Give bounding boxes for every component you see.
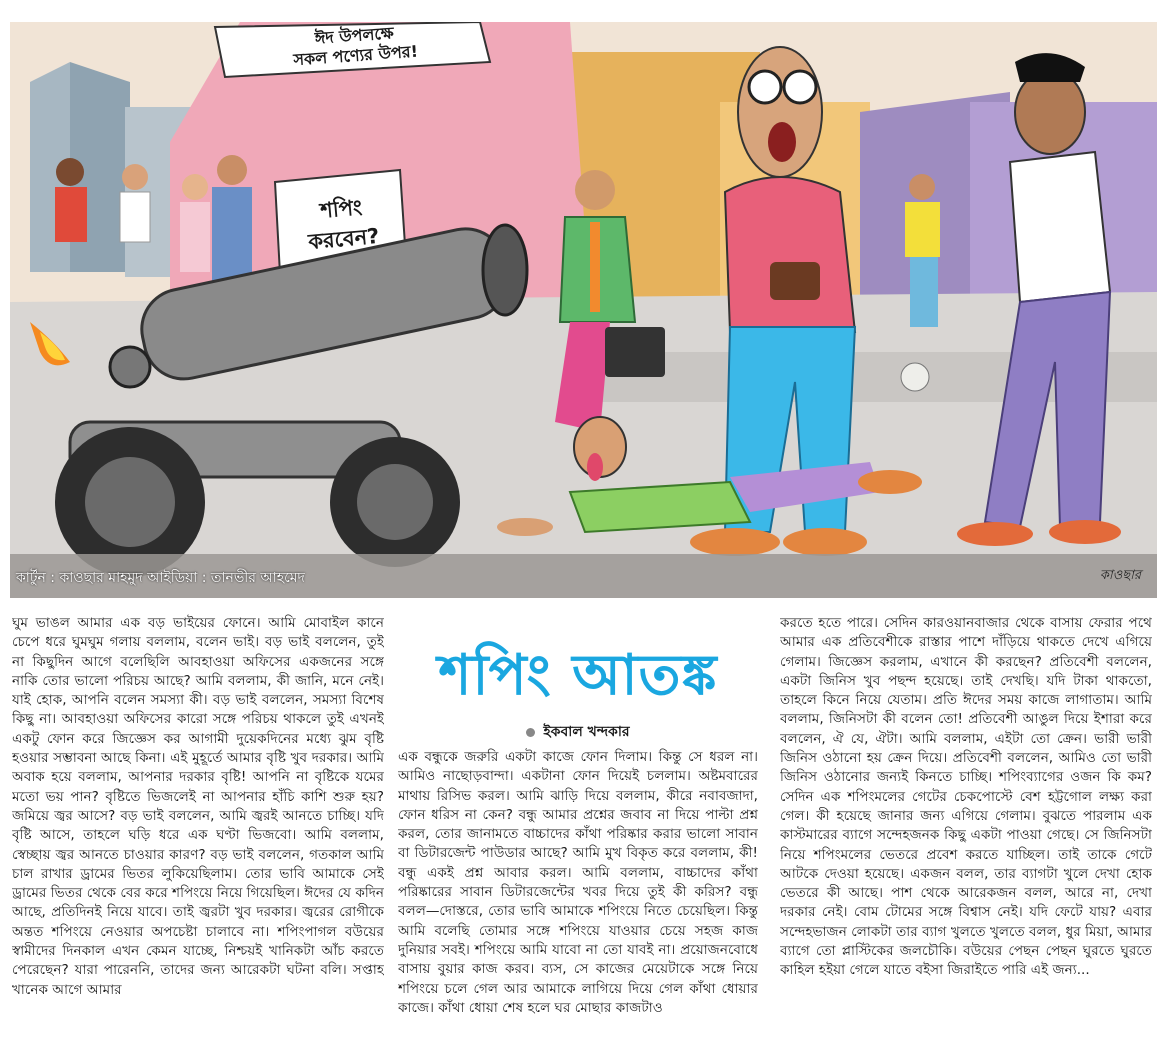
- banner-line-1: ঈদ উপলক্ষে: [314, 23, 395, 48]
- cartoon-illustration: [10, 22, 1157, 598]
- cartoon-credit: কার্টুন : কাওছার মাহমুদ আইডিয়া : তানভীর আহমেদ: [16, 570, 305, 586]
- shop-sign-line-2: করবেন?: [307, 223, 381, 254]
- bullet-icon: [526, 728, 535, 737]
- article-byline: [398, 720, 758, 744]
- cartoon-drawing: [10, 22, 1157, 598]
- banner-line-2: সকল পণ্যের উপর!: [292, 41, 419, 70]
- article-column-1: ঘুম ভাঙল আমার এক বড় ভাইয়ের ফোনে। আমি মোবাইল কানে চেপে ধরে ঘুমঘুম গলায় বললাম, বলেন ভাই। বড় ভাই বললেন, তুই না কিছুদিন আগে বলেছিলি আবহাওয়া অফিসের একজনের সঙ্গে নাকি তোর ভালো পরিচয় আছে? আমি বললাম, কী জানি, মনে নেই। যাই হোক, আপনি বলেন সমস্যা কী। বড় ভাই বললেন, সমস্যা বিশেষ কিছু না। আবহাওয়া অফিসের কারো সঙ্গে পরিচয় থাকলে তুই এখনই একটু ফোন করে জিজ্ঞেস কর আগামী দুয়েকদিনের মধ্যে ঝুম বৃষ্টি হওয়ার সম্ভাবনা আছে কিনা। এই মুহূর্তে আমার বৃষ্টি খুব দরকার। আমি অবাক হয়ে বললাম, আপনার দরকার বৃষ্টি! আপনি না বৃষ্টিকে যমের মতো ভয় পান? বৃষ্টিতে ভিজলেই না আপনার হাঁচি কাশি শুরু হয়? জমিয়ে জ্বর আসে? বড় ভাই বললেন, আমি জ্বরই আনতে চাচ্ছি। যদি বৃষ্টি আসে, তাহলে ঘড়ি ধরে এক ঘণ্টা ভিজবো। আমি বললাম, স্বেচ্ছায় জ্বর আনতে চাওয়ার কারণ? বড় ভাই বললেন, গতকাল আমি চাল রাখার ড্রামের ভিতর লুকিয়েছিলাম। তোর ভাবি আমাকে সেই ড্রামের ভিতর থেকে বের করে শপিংয়ে নিয়ে গিয়েছিল। ঈদের যে কদিন আছে, প্রতিদিনই নিয়ে যাবে। তাই জ্বরটা খুব দরকার। জ্বরের রোগীকে অন্তত শপিংয়ে নেওয়ার অপচেষ্টা চালাবে না। শপিংপাগল বউয়ের স্বামীদের দিনকাল এখন কেমন যাচ্ছে, নিশ্চয়ই খানিকটা আঁচ করতে পেরেছেন? যারা পারেননি, তাদের জন্য আরেকটা ঘটনা বলি। সপ্তাহ খানেক আগে আমার: [12, 615, 384, 998]
- article-title: শপিং আতঙ্ক: [438, 643, 718, 708]
- shop-sign: [283, 189, 403, 259]
- article-column-2: এক বন্ধুকে জরুরি একটা কাজে ফোন দিলাম। কিন্তু সে ধরল না। আমিও নাছোড়বান্দা। একটানা ফোন দিয়েই চললাম। অষ্টমবারের মাথায় রিসিভ করল। আমি ঝাড়ি দিয়ে বললাম, কীরে নবাবজাদা, ফোন ধরিস না কেন? বন্ধু আমার প্রশ্নের জবাব না দিয়ে পাল্টা প্রশ্ন করল, তোর জানামতে বাচ্চাদের কাঁথা পরিষ্কার করার ভালো সাবান বা ডিটারজেন্ট পাউডার আছে? আমি মুখ বিকৃত করে বললাম, কী! বন্ধু একই প্রশ্ন আবার করল। আমি বললাম, বাচ্চাদের কাঁথা পরিষ্কারের সাবান ডিটারজেন্টের খবর দিয়ে তুই কী করিস? বন্ধু বলল—দোস্তরে, তোর ভাবি আমাকে শপিংয়ে নিতে চেয়েছিল। কিন্তু আমি বলেছি তোমার সঙ্গে শপিংয়ে যাওয়ার চেয়ে সহজ কাজ দুনিয়ার সবই। শপিংয়ে আমি যাবো না তো যাবই না। প্রয়োজনবোধে বাসায় বুয়ার কাজ করব। ব্যস, সে কাজের মেয়েটাকে সঙ্গে নিয়ে শপিংয়ে চলে গেল আর আমাকে লাগিয়ে দিয়ে গেল কাঁথা ধোয়ার কাজে। কাঁথা ধোয়া শেষ হলে ঘর মোছার কাজটাও: [398, 749, 758, 1016]
- author-name: ইকবাল খন্দকার: [543, 724, 630, 740]
- shop-sign-line-1: শপিং: [319, 195, 364, 223]
- artist-signature: কাওছার: [1099, 568, 1141, 583]
- article-column-3: করতে হতে পারে। সেদিন কারওয়ানবাজার থেকে বাসায় ফেরার পথে আমার এক প্রতিবেশীকে রাস্তার পাশে দাঁড়িয়ে থাকতে দেখে এগিয়ে গেলাম। জিজ্ঞেস করলাম, এখানে কী করছেন? প্রতিবেশী বললেন, একটা জিনিস খুব পছন্দ হয়েছে। তাই দেখছি। যদি টাকা থাকতো, তাহলে কিনে নিয়ে যেতাম। প্রতি ঈদের সময় কাজে লাগাতাম। আমি বললাম, জিনিসটা কী বলেন তো! প্রতিবেশী আঙুল দিয়ে ইশারা করে বললেন, ঐ যে, ঐটা। আমি বললাম, এইটা তো ক্রেন। ভারী ভারী জিনিস ওঠানো হয় ক্রেন দিয়ে। প্রতিবেশী বললেন, আমিও তো ভারী জিনিস ওঠানোর জন্যই কিনতে চাচ্ছি। শপিংব্যাগের ওজন কি কম? সেদিন এক শপিংমলের গেটের চেকপোস্টে বেশ হট্টগোল লক্ষ্য করা গেল। কী হয়েছে জানার জন্য এগিয়ে গেলাম। বুঝতে পারলাম এক কাস্টমারের ব্যাগে সন্দেহজনক কিছু একটা পাওয়া গেছে। সে জিনিসটা নিয়ে শপিংমলের ভেতরে প্রবেশ করতে যাচ্ছিল। তাই তাকে গেটে আটকে দেওয়া হয়েছে। একজন বলল, তার ব্যাগটা খুলে দেখা হোক ভেতরে কী আছে। পাশ থেকে আরেকজন বলল, আরে না, দেখা দরকার নেই। বোম টোমের সঙ্গে বিশ্বাস নেই। যদি ফেটে যায়? এবার সন্দেহভাজন লোকটা তার ব্যাগ খুলতে খুলতে বলল, ধুর মিয়া, আমার ব্যাগে তো প্লাস্টিকের জলচৌকি। বউয়ের পেছন পেছন ঘুরতে ঘুরতে কাহিল হইয়া গেলে যাতে বইসা জিরাইতে পারি এই জন্য...: [780, 615, 1152, 979]
